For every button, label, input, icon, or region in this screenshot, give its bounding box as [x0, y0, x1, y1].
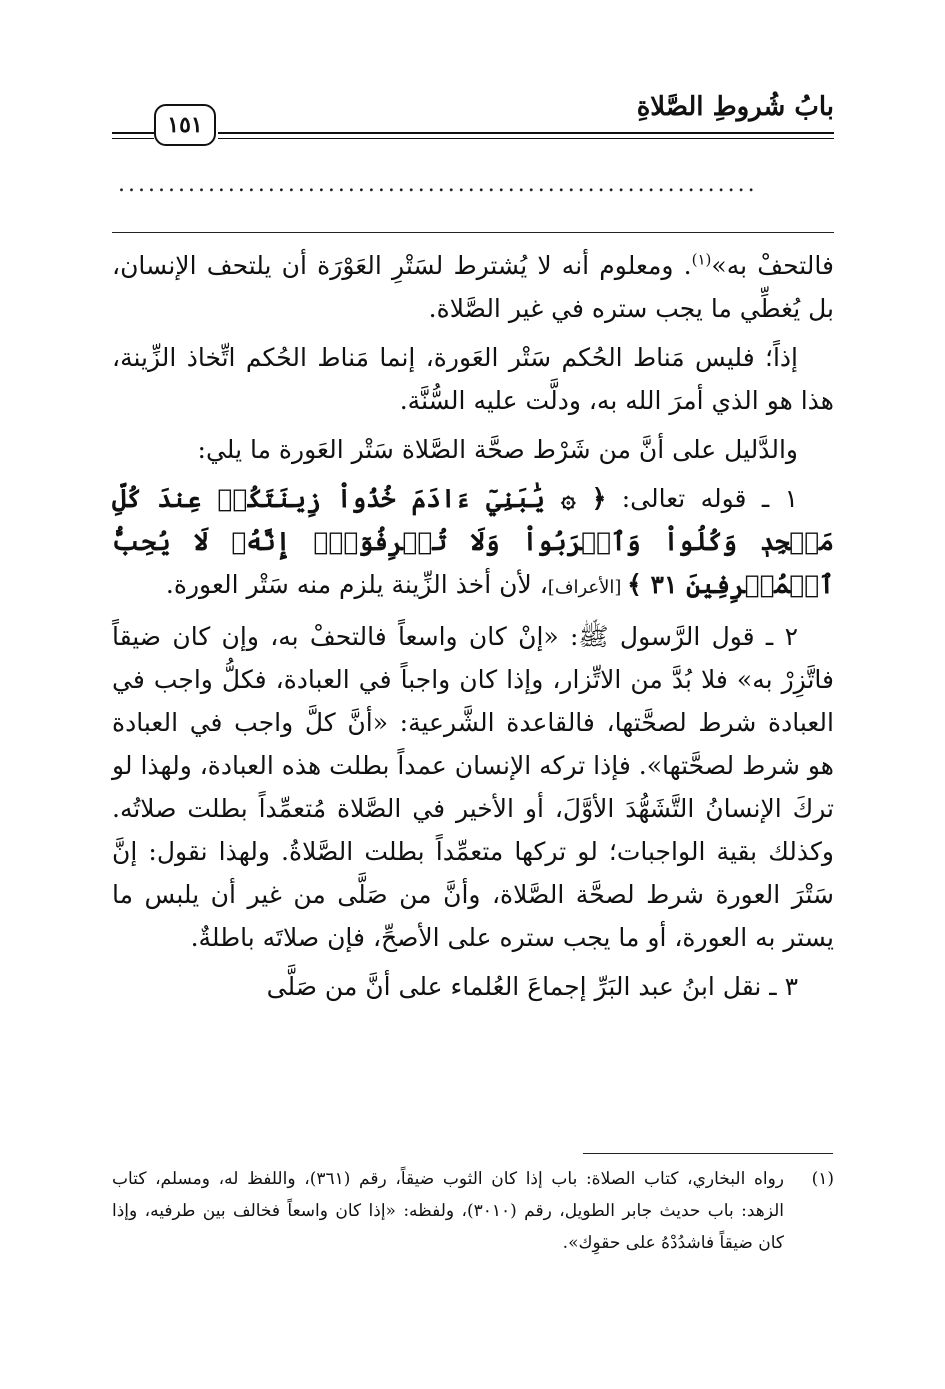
quran-verse: ﴿ ۞ يَٰبَنِيٓ ءَادَمَ خُذُواْ زِينَتَكُمۡ عِندَ كُلِّ مَسۡجِدٖ وَكُلُواْ وَٱشۡرَبُواْ وَلَا تُسۡرِفُوٓاْۚ إِنَّهُۥ لَا يُحِبُّ ٱلۡمُسۡرِفِينَ ٣١ ﴾	[112, 484, 834, 599]
footnote-reference: (١)	[691, 250, 712, 269]
footnote-marker: (١)	[811, 1169, 834, 1189]
footnote-divider	[583, 1153, 833, 1154]
paragraph-text: . ومعلوم أنه لا يُشترط لسَتْرِ العَوْرَة أن يلتحف الإنسان، بل يُغطِّي ما يجب ستره في غير الصَّلاة.	[112, 251, 834, 323]
paragraph	[112, 244, 834, 330]
header-rule	[112, 138, 154, 139]
paragraph: ٣ ـ نقل ابنُ عبد البَرِّ إجماعَ العُلماء على أنَّ من صَلَّى	[266, 972, 798, 1001]
header-rule	[218, 138, 834, 139]
header-rule	[218, 132, 834, 134]
paragraph-lead: ١ ـ قوله تعالى:	[606, 484, 798, 513]
paragraph: ٢ ـ قول الرَّسول ﷺ: «إنْ كان واسعاً فالتحفْ به، وإن كان ضيقاً فاتَّزِرْ به» فلا بُدَّ من الاتِّزار، وإذا كان واجباً في العبادة، فكلُّ واجب في العبادة شرط لصحَّتها، فالقاعدة الشَّرعية: «أنَّ كلَّ واجب في العبادة هو شرط لصحَّتها». فإذا تركه الإنسان عمداً بطلت هذه العبادة، ولهذا لو تركَ الإنسانُ التَّشَهُّدَ الأوَّلَ، أو الأخير في الصَّلاة مُتعمِّداً بطلت صلاتُه. وكذلك بقية الواجبات؛ لو تركها متعمِّداً بطلت الصَّلاةُ. ولهذا نقول: إنَّ سَتْرَ العورة شرط لصحَّة الصَّلاة، وأنَّ من صَلَّى من غير أن يلبس ما يستر به العورة، أو ما يجب ستره على الأصحِّ، فإن صلاتَه باطلةٌ.	[112, 622, 834, 952]
paragraph: إذاً؛ فليس مَناط الحُكم سَتْر العَورة، إنما مَناط الحُكم اتِّخاذ الزِّينة، هذا هو الذي أمرَ الله به، ودلَّت عليه السُّنَّة.	[112, 343, 834, 415]
paragraph-text: ، لأن أخذ الزِّينة يلزم منه سَتْر العورة.	[165, 570, 548, 599]
running-title: بابُ شُروطِ الصَّلاةِ	[636, 92, 834, 122]
paragraph-lead: فالتحفْ به»	[711, 251, 834, 280]
page-number: ١٥١	[154, 104, 216, 146]
surah-reference: [الأعراف]	[547, 577, 628, 598]
continuation-dots: ................................................................	[118, 172, 758, 197]
main-text	[112, 244, 834, 1014]
page-header	[112, 92, 834, 162]
footnotes	[112, 1163, 834, 1259]
footnote-text: رواه البخاري، كتاب الصلاة: باب إذا كان الثوب ضيقاً، رقم (٣٦١)، واللفظ له، ومسلم، كتاب الزهد: باب حديث جابر الطويل، رقم (٣٠١٠)، ولفظه: «إذا كان واسعاً فخالف بين طرفيه، وإذا كان ضيقاً فاشدُدْهُ على حقوِك».	[112, 1169, 784, 1253]
paragraph	[112, 477, 834, 609]
footnote	[112, 1163, 834, 1259]
paragraph: والدَّليل على أنَّ من شَرْط صحَّة الصَّلاة سَتْر العَورة ما يلي:	[197, 435, 798, 464]
divider	[112, 232, 834, 233]
header-rule	[112, 132, 154, 134]
